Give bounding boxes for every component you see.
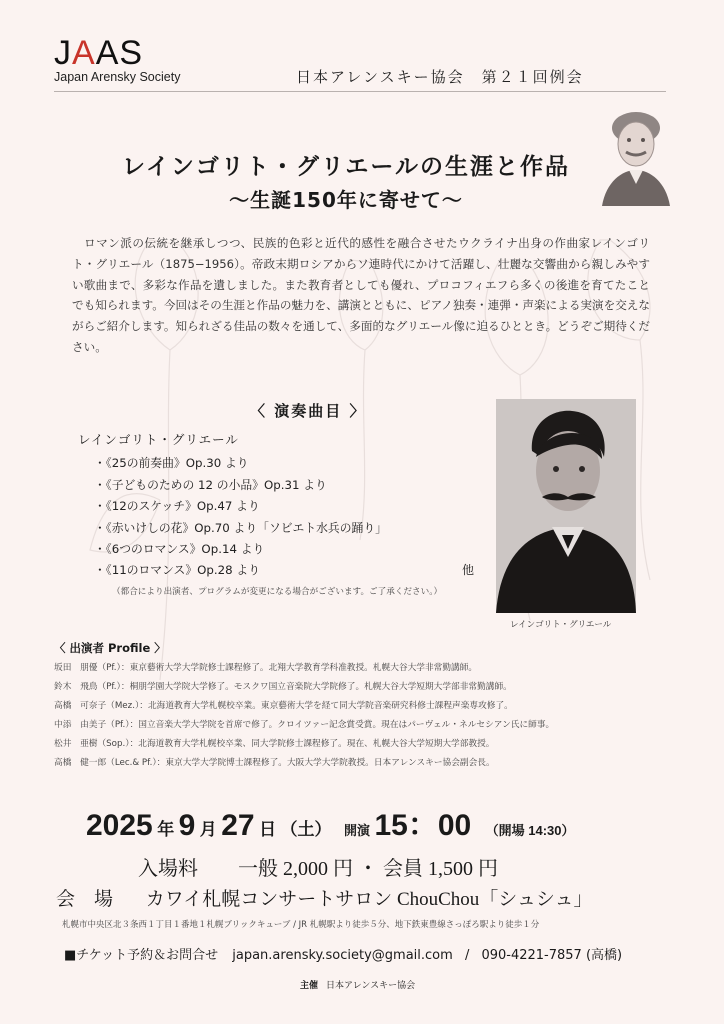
- program-item: ・《25の前奏曲》Op.30 より: [94, 456, 249, 470]
- performer-entry: 松井 亜樹（Sop.）：北海道教育大学札幌校卒業、同大学院修士課程修了。現在、札幌大谷大学短期大学部教授。: [54, 739, 495, 749]
- performer-entry: 坂田 朋優（Pf.）：東京藝術大学大学院修士課程修了。北翔大学教育学科准教授。札幌大谷大学非常勤講師。: [54, 663, 478, 673]
- start-label: 開演: [343, 823, 370, 838]
- composer-photo: [496, 399, 636, 613]
- page-title: レインゴリト・グリエールの生涯と作品: [122, 154, 570, 180]
- date-day: 27: [221, 809, 255, 842]
- venue-name: カワイ札幌コンサートサロン ChouChou「シュシュ」: [145, 889, 593, 910]
- ticket-contact: [64, 944, 622, 963]
- program-item: ・《11のロマンス》Op.28 より: [94, 563, 261, 577]
- logo-subtitle: Japan Arensky Society: [54, 70, 181, 84]
- date-month: 9: [178, 809, 196, 842]
- date-weekday: （土）: [280, 820, 332, 839]
- logo-letter-s: S: [119, 34, 144, 72]
- date-year: 2025: [86, 809, 153, 842]
- event-series: 日本アレンスキー協会 第２１回例会: [296, 68, 584, 86]
- logo-letter-a: A: [72, 34, 96, 72]
- program-item: ・《赤いけしの花》Op.70 より「ソビエト水兵の踊り」: [94, 521, 387, 535]
- start-time: 15：00: [374, 809, 472, 842]
- venue: [56, 884, 593, 911]
- date-year-unit: 年: [157, 820, 175, 839]
- program-item: ・《6つのロマンス》Op.14 より: [94, 542, 265, 556]
- ticket-label: ■チケット予約＆お問合せ: [64, 948, 219, 963]
- program-composer: レインゴリト・グリエール: [78, 432, 239, 447]
- date-day-unit: 日: [259, 820, 277, 839]
- performer-entry: 高橋 可奈子（Mez.）：北海道教育大学札幌校卒業。東京藝術大学を経て同大学院音楽研究科修士課程声楽専攻修了。: [54, 701, 513, 711]
- program-item: ・《12のスケッチ》Op.47 より: [94, 499, 260, 513]
- contact-separator: /: [464, 948, 470, 963]
- doors-time: （開場 14:30）: [485, 823, 575, 838]
- admission-fee: 入場料 一般 2,000 円 ・ 会員 1,500 円: [138, 858, 498, 880]
- photo-caption: レインゴリト・グリエール: [510, 620, 612, 630]
- organizer-label: 主催: [300, 981, 319, 991]
- date-month-unit: 月: [199, 820, 217, 839]
- organizer-name: 日本アレンスキー協会: [326, 981, 416, 991]
- event-datetime: [86, 800, 575, 844]
- venue-address: 札幌市中央区北３条西１丁目１番地１札幌ブリックキューブ / JR 札幌駅より徒歩５分、地下鉄東豊線さっぽろ駅より徒歩１分: [62, 920, 540, 930]
- contact-phone[interactable]: 090-4221-7857 (高橋): [481, 948, 623, 963]
- logo: [54, 34, 143, 73]
- performer-entry: 鈴木 飛鳥（Pf.）：桐朋学園大学院大学修了。モスクワ国立音楽院大学院修了。札幌大谷大学短期大学部非常勤講師。: [54, 682, 512, 692]
- program-heading: 〈 演奏曲目 〉: [250, 402, 367, 420]
- organizer: [300, 978, 415, 991]
- logo-letter-j: J: [54, 34, 72, 72]
- header-divider: [54, 91, 666, 92]
- program-etc: 他: [462, 563, 475, 577]
- page-subtitle: 〜生誕150年に寄せて〜: [229, 188, 463, 212]
- logo-letter-a2: A: [95, 34, 120, 72]
- venue-label: 会 場: [56, 889, 114, 910]
- contact-email[interactable]: japan.arensky.society@gmail.com: [232, 948, 453, 963]
- program-item: ・《子どものための 12 の小品》Op.31 より: [94, 478, 327, 492]
- performer-entry: 高橋 健一郎（Lec.& Pf.）：東京大学大学院博士課程修了。大阪大学大学院教授。日本アレンスキー協会副会長。: [54, 758, 495, 768]
- program-note: （都合により出演者、プログラムが変更になる場合がございます。ご了承ください。）: [112, 587, 443, 597]
- performer-entry: 中添 由美子（Pf.）：国立音楽大学大学院を首席で修了。クロイツァー記念賞受賞。現在はパーヴェル・ネルセシアン氏に師事。: [54, 720, 555, 730]
- performers-heading: 〈 出演者 Profile 〉: [54, 641, 166, 655]
- intro-paragraph: ロマン派の伝統を継承しつつ、民族的色彩と近代的感性を融合させたウクライナ出身の作曲家レインゴリト・グリエール（1875−1956）。帝政末期ロシアからソ連時代にかけて活躍し、壮麗な交響曲から親しみやすい歌曲まで、多彩な作品を遺しました。また教育者としても優れ、プロコフィエフら多くの後進を育てたことでも知られます。今回はその生涯と作品の魅力を、講演とともに、ピアノ独奏・連弾・声楽による実演を交えながらご紹介します。知られざる佳品の数々を通して、多面的なグリエール像に迫るひととき。どうぞご期待ください。: [72, 236, 650, 354]
